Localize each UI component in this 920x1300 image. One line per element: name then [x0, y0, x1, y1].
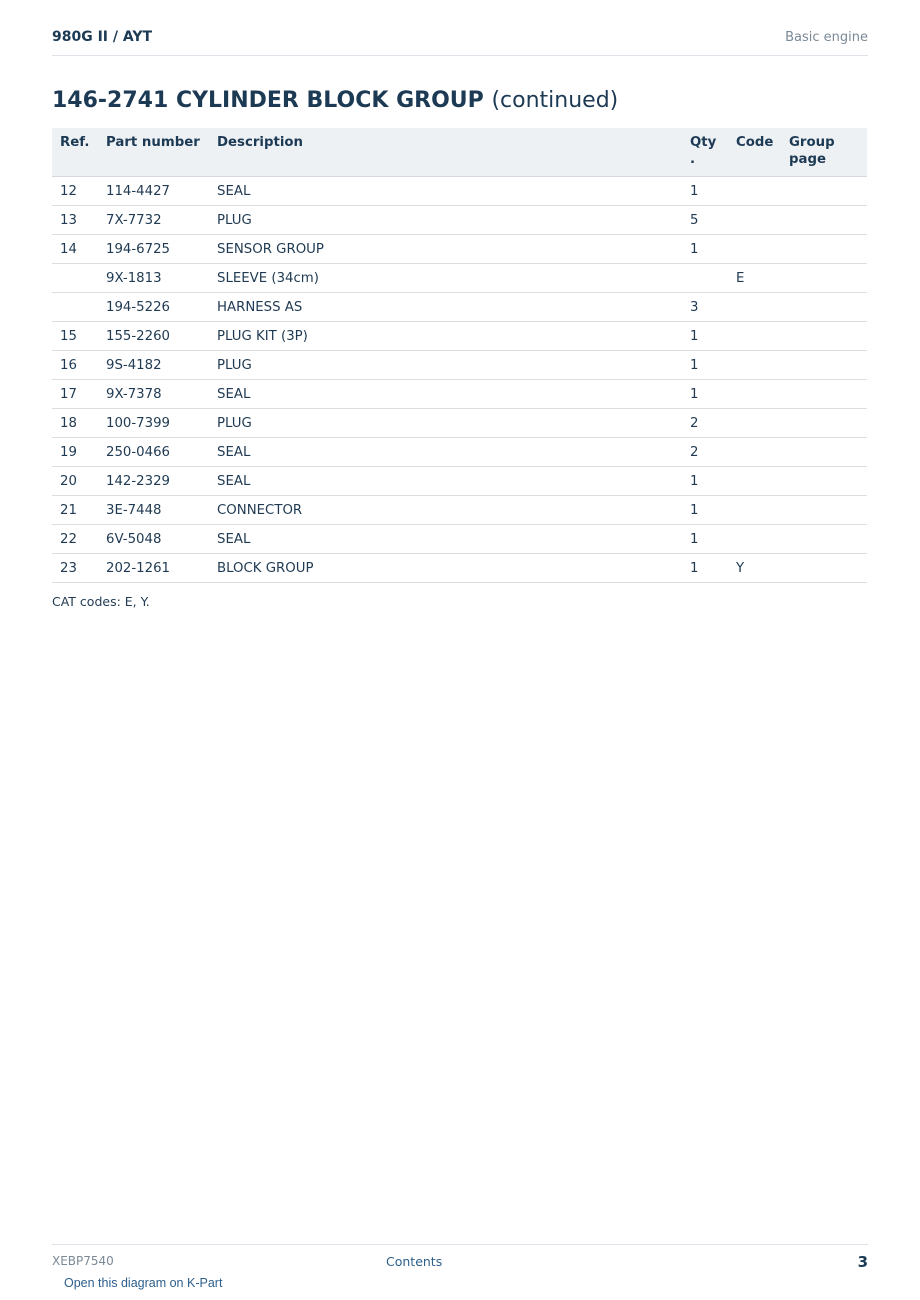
code-cell	[728, 293, 781, 322]
code-cell	[728, 380, 781, 409]
column-header-ref: Ref.	[52, 128, 98, 177]
code-cell	[728, 351, 781, 380]
ref-cell: 18	[52, 409, 98, 438]
parts-table-body	[52, 177, 867, 583]
group-page-cell	[781, 380, 867, 409]
column-header-part-number: Part number	[98, 128, 209, 177]
part-number-cell: 100-7399	[98, 409, 209, 438]
description-cell: SEAL	[209, 177, 682, 206]
group-page-cell	[781, 293, 867, 322]
kpart-diagram-link[interactable]: Open this diagram on K-Part	[64, 1276, 223, 1290]
part-number-cell: 155-2260	[98, 322, 209, 351]
part-number-cell: 7X-7732	[98, 206, 209, 235]
table-row	[52, 322, 867, 351]
ref-cell: 15	[52, 322, 98, 351]
qty-cell: 1	[682, 351, 728, 380]
description-cell: PLUG	[209, 409, 682, 438]
ref-cell: 16	[52, 351, 98, 380]
description-cell: SENSOR GROUP	[209, 235, 682, 264]
group-page-cell	[781, 264, 867, 293]
ref-cell: 19	[52, 438, 98, 467]
description-cell: SEAL	[209, 380, 682, 409]
description-cell: SLEEVE (34cm)	[209, 264, 682, 293]
qty-cell: 5	[682, 206, 728, 235]
description-cell: PLUG	[209, 351, 682, 380]
code-cell	[728, 438, 781, 467]
page-number: 3	[857, 1253, 868, 1271]
table-row	[52, 380, 867, 409]
ref-cell: 12	[52, 177, 98, 206]
code-cell	[728, 467, 781, 496]
group-title: 146-2741 CYLINDER BLOCK GROUP	[52, 88, 484, 113]
table-row	[52, 235, 867, 264]
column-header-description: Description	[209, 128, 682, 177]
page-title	[52, 88, 618, 113]
qty-cell	[682, 264, 728, 293]
part-number-cell: 194-5226	[98, 293, 209, 322]
qty-cell: 3	[682, 293, 728, 322]
group-page-cell	[781, 554, 867, 583]
group-page-cell	[781, 525, 867, 554]
description-cell: HARNESS AS	[209, 293, 682, 322]
qty-cell: 1	[682, 322, 728, 351]
part-number-cell: 6V-5048	[98, 525, 209, 554]
document-number: XEBP7540	[52, 1254, 114, 1268]
qty-cell: 1	[682, 177, 728, 206]
part-number-cell: 194-6725	[98, 235, 209, 264]
part-number-cell: 202-1261	[98, 554, 209, 583]
code-cell	[728, 409, 781, 438]
column-header-group-page: Group page	[781, 128, 867, 177]
code-cell: Y	[728, 554, 781, 583]
table-row	[52, 525, 867, 554]
table-row	[52, 496, 867, 525]
description-cell: SEAL	[209, 438, 682, 467]
part-number-cell: 250-0466	[98, 438, 209, 467]
code-cell	[728, 206, 781, 235]
part-number-cell: 3E-7448	[98, 496, 209, 525]
column-header-qty	[682, 128, 728, 177]
qty-cell: 1	[682, 496, 728, 525]
description-cell: CONNECTOR	[209, 496, 682, 525]
ref-cell: 20	[52, 467, 98, 496]
description-cell: SEAL	[209, 525, 682, 554]
code-cell	[728, 322, 781, 351]
qty-cell: 1	[682, 235, 728, 264]
table-row	[52, 438, 867, 467]
contents-link[interactable]: Contents	[386, 1254, 443, 1269]
ref-cell	[52, 293, 98, 322]
description-cell: BLOCK GROUP	[209, 554, 682, 583]
page-footer	[52, 1244, 868, 1271]
cat-codes-note: CAT codes: E, Y.	[52, 594, 150, 609]
ref-cell: 17	[52, 380, 98, 409]
title-suffix: (continued)	[491, 88, 619, 113]
group-page-cell	[781, 438, 867, 467]
part-number-cell: 114-4427	[98, 177, 209, 206]
section-name: Basic engine	[785, 30, 868, 45]
code-cell: E	[728, 264, 781, 293]
group-page-cell	[781, 206, 867, 235]
page-header	[52, 29, 868, 56]
table-row	[52, 206, 867, 235]
group-page-cell	[781, 177, 867, 206]
group-page-cell	[781, 235, 867, 264]
qty-cell: 1	[682, 525, 728, 554]
column-header-code: Code	[728, 128, 781, 177]
table-row	[52, 177, 867, 206]
ref-cell	[52, 264, 98, 293]
ref-cell: 13	[52, 206, 98, 235]
ref-cell: 21	[52, 496, 98, 525]
qty-cell: 2	[682, 438, 728, 467]
qty-cell: 1	[682, 467, 728, 496]
table-row	[52, 467, 867, 496]
part-number-cell: 142-2329	[98, 467, 209, 496]
qty-cell: 2	[682, 409, 728, 438]
description-cell: SEAL	[209, 467, 682, 496]
group-page-cell	[781, 351, 867, 380]
code-cell	[728, 525, 781, 554]
table-header-row	[52, 128, 867, 177]
description-cell: PLUG	[209, 206, 682, 235]
group-page-cell	[781, 322, 867, 351]
part-number-cell: 9S-4182	[98, 351, 209, 380]
column-header-qty-label: Qty .	[690, 135, 717, 167]
parts-table	[52, 128, 867, 583]
part-number-cell: 9X-1813	[98, 264, 209, 293]
group-page-cell	[781, 409, 867, 438]
machine-model: 980G II / AYT	[52, 29, 153, 45]
table-row	[52, 293, 867, 322]
ref-cell: 22	[52, 525, 98, 554]
group-page-cell	[781, 496, 867, 525]
qty-cell: 1	[682, 554, 728, 583]
table-row	[52, 351, 867, 380]
description-cell: PLUG KIT (3P)	[209, 322, 682, 351]
part-number-cell: 9X-7378	[98, 380, 209, 409]
table-row	[52, 409, 867, 438]
group-page-cell	[781, 467, 867, 496]
code-cell	[728, 235, 781, 264]
qty-cell: 1	[682, 380, 728, 409]
ref-cell: 23	[52, 554, 98, 583]
table-row	[52, 554, 867, 583]
code-cell	[728, 177, 781, 206]
table-row	[52, 264, 867, 293]
ref-cell: 14	[52, 235, 98, 264]
code-cell	[728, 496, 781, 525]
